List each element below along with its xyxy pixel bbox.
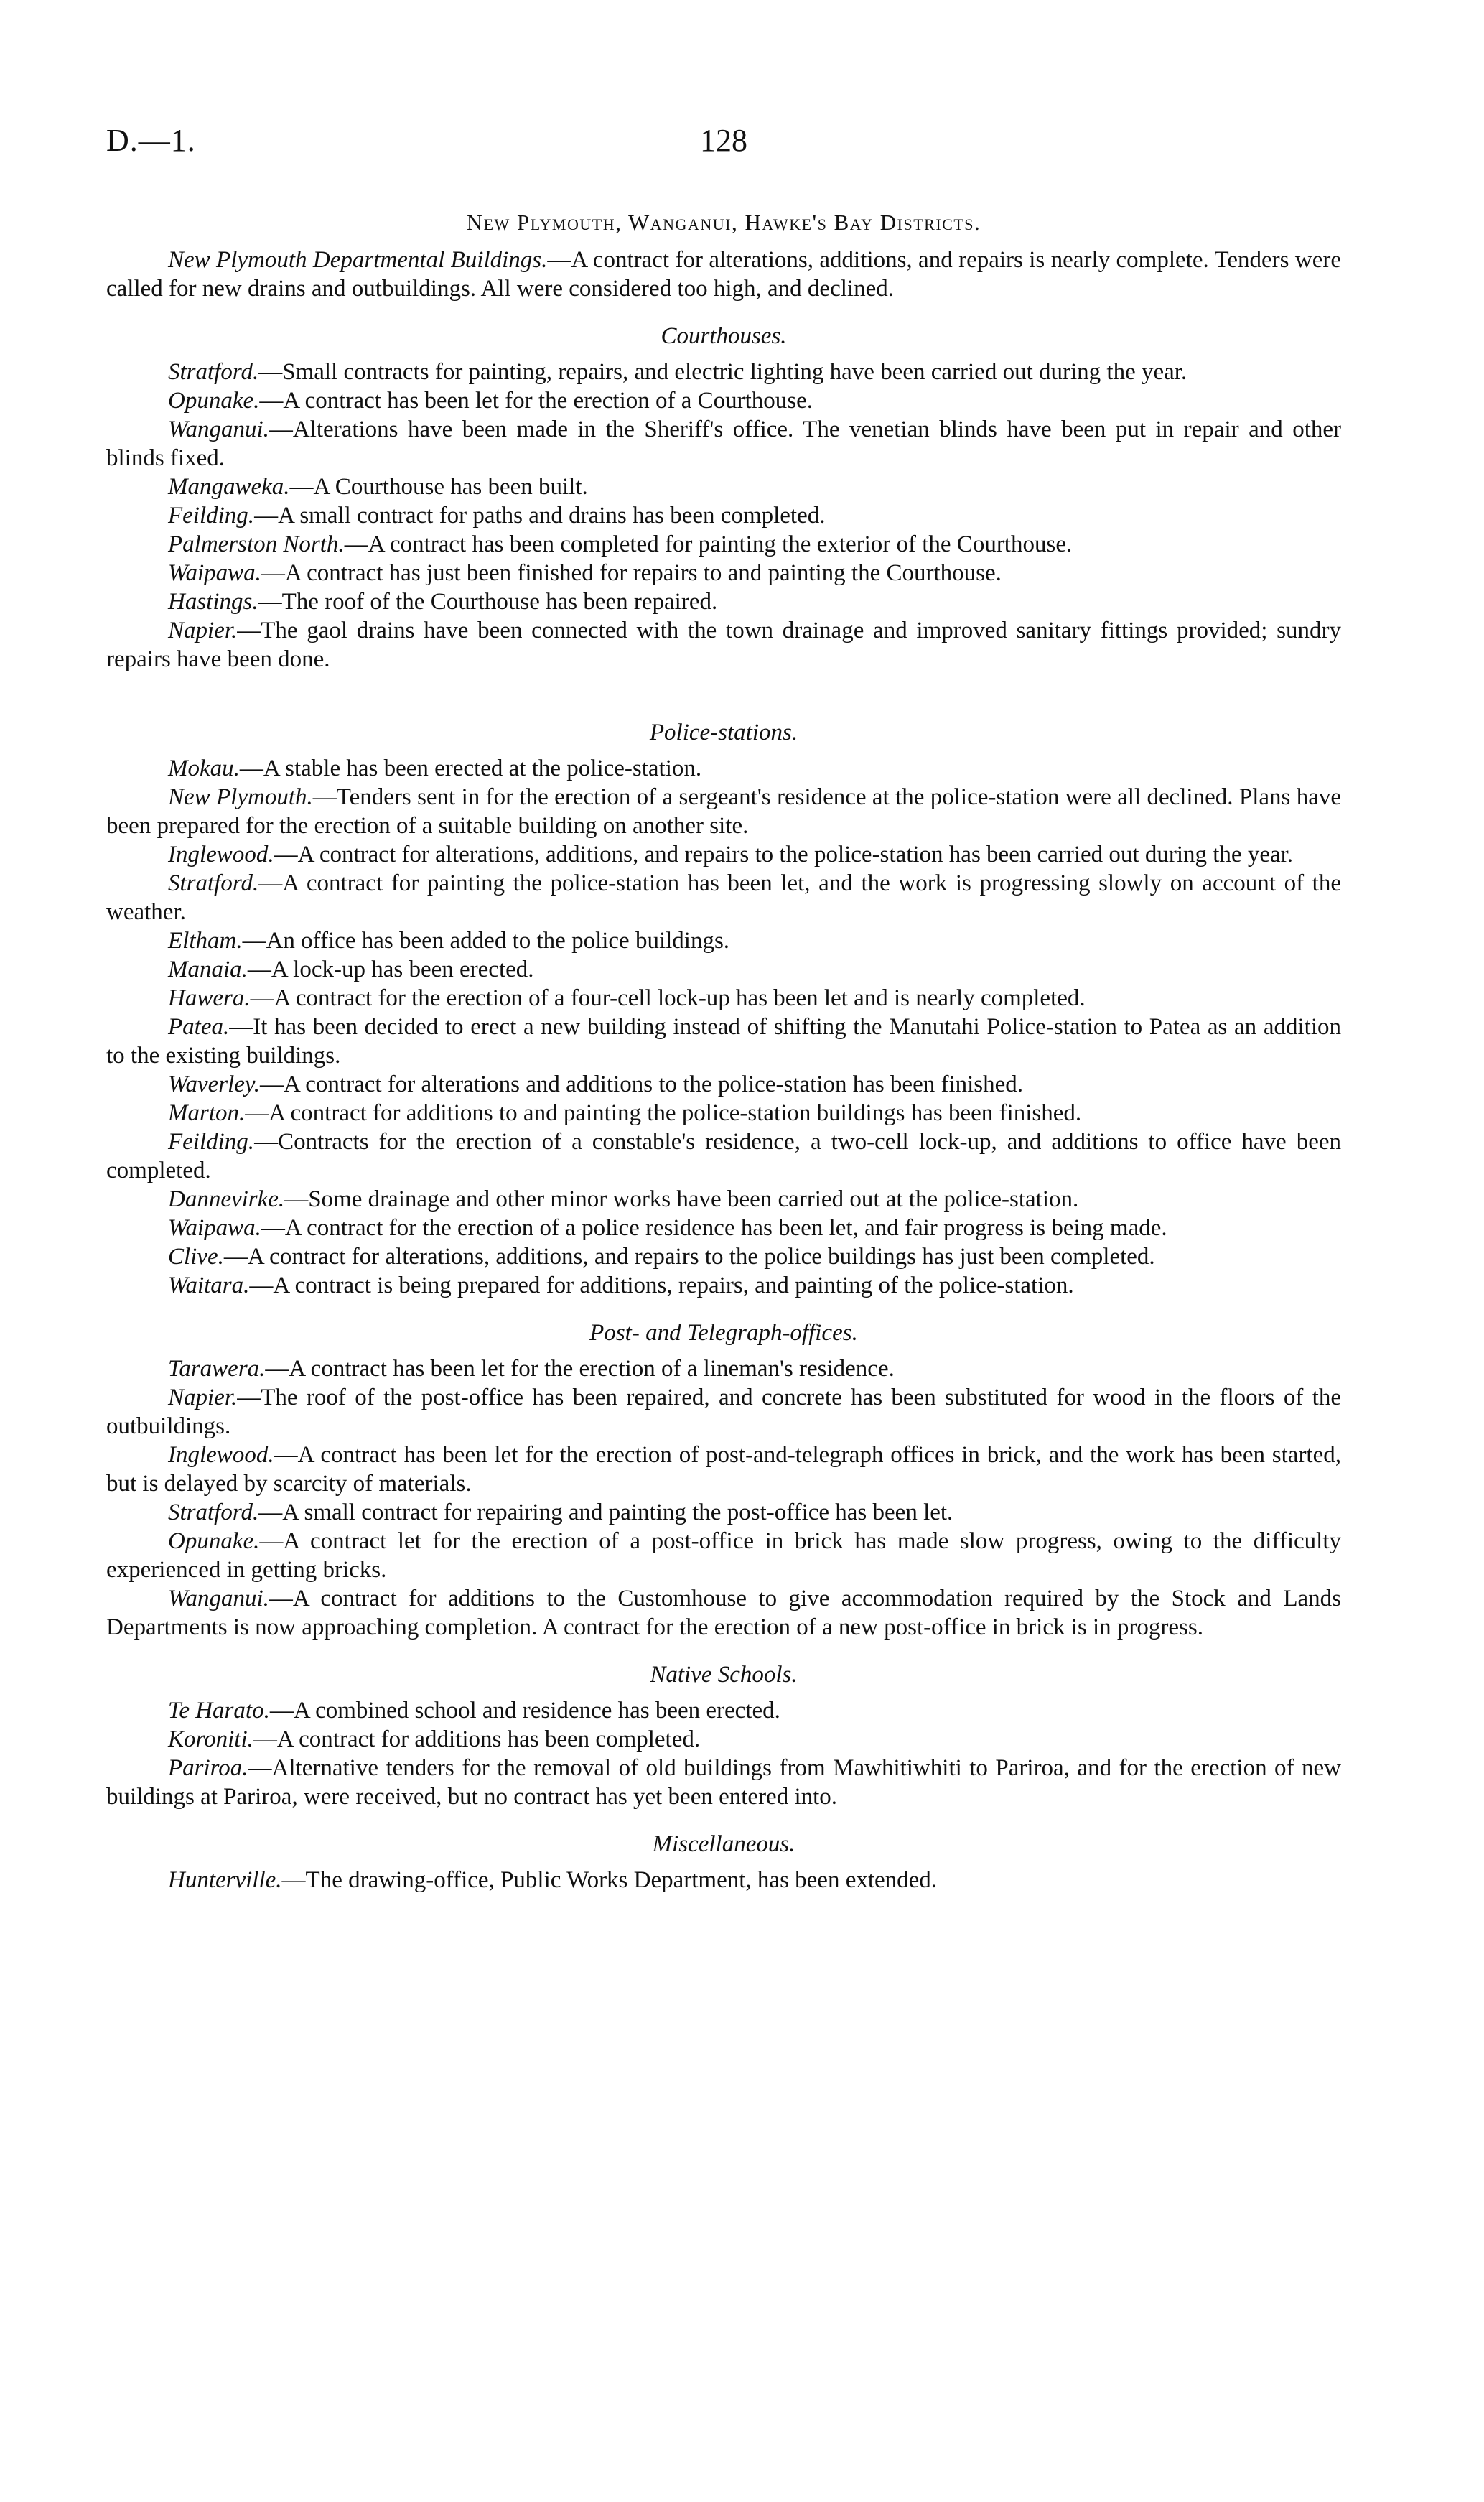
- place-name: Waipawa.: [168, 560, 261, 586]
- place-name: Waverley.: [168, 1071, 260, 1097]
- place-name: Wanganui.: [168, 1586, 269, 1612]
- entry-paragraph: [106, 1242, 1341, 1271]
- place-name: Eltham.: [168, 928, 243, 954]
- entry-paragraph: [106, 754, 1341, 783]
- entry-text: —A small contract for repairing and painting the post-office has been let.: [258, 1499, 953, 1525]
- place-name: Feilding.: [168, 503, 255, 529]
- entry-paragraph: [106, 415, 1341, 473]
- document-reference: D.—1.: [106, 123, 196, 158]
- entry-paragraph: [106, 1498, 1341, 1527]
- entry-paragraph: [106, 1013, 1341, 1070]
- place-name: Opunake.: [168, 388, 260, 414]
- entry-text: —A contract is being prepared for additions, repairs, and painting of the police-station.: [249, 1273, 1074, 1298]
- entry-paragraph: [106, 1271, 1341, 1300]
- place-name: Clive.: [168, 1244, 224, 1270]
- place-name: Mokau.: [168, 755, 240, 781]
- section-native-schools: [106, 1660, 1341, 1811]
- entry-text: —A contract for alterations, additions, and repairs is nearly complete. Tenders were called for new drains and outbuildings. All were considered too high, and declined.: [106, 247, 1341, 302]
- entry-text: —The roof of the post-office has been repaired, and concrete has been substituted for wood in the floors of the outbuildings.: [106, 1385, 1341, 1439]
- entry-text: —A contract for alterations, additions, and repairs to the police buildings has just been completed.: [223, 1244, 1155, 1270]
- entry-list: [106, 1696, 1341, 1811]
- entry-text: —An office has been added to the police buildings.: [242, 928, 730, 954]
- page-number: 128: [700, 123, 747, 158]
- entry-text: —A contract has been let for the erection of post-and-telegraph offices in brick, and the work has been started, but is delayed by scarcity of materials.: [106, 1442, 1341, 1497]
- entry-paragraph: [106, 1527, 1341, 1584]
- intro-paragraph: [106, 246, 1341, 303]
- entry-text: —A contract has been let for the erection of a Courthouse.: [259, 388, 813, 414]
- entry-paragraph: [106, 1099, 1341, 1127]
- entry-paragraph: [106, 616, 1341, 674]
- entry-text: —A stable has been erected at the police-station.: [239, 755, 702, 781]
- place-name: Te Harato.: [168, 1698, 270, 1724]
- entry-paragraph: [106, 501, 1341, 530]
- entry-text: —A contract for additions to and painting the police-station buildings has been finished.: [245, 1100, 1082, 1126]
- entry-paragraph: [106, 358, 1341, 386]
- entry-paragraph: [106, 1696, 1341, 1725]
- entry-paragraph: [106, 1866, 1341, 1894]
- entry-text: —A contract for alterations and additions to the police-station has been finished.: [260, 1071, 1024, 1097]
- place-name: Waitara.: [168, 1273, 250, 1298]
- entry-text: —A contract for the erection of a police residence has been let, and fair progress is being made.: [261, 1215, 1167, 1241]
- entry-text: —The gaol drains have been connected with the town drainage and improved sanitary fittings provided; sundry repairs have been done.: [106, 618, 1341, 672]
- section-courthouses: [106, 322, 1341, 674]
- entry-paragraph: [106, 1725, 1341, 1754]
- entry-paragraph: [106, 386, 1341, 415]
- section-post-telegraph-offices: [106, 1319, 1341, 1642]
- entry-list: [106, 754, 1341, 1300]
- entry-paragraph: [106, 1584, 1341, 1642]
- section-heading: Native Schools.: [650, 1662, 798, 1688]
- entry-list: [106, 1354, 1341, 1642]
- section-heading: Courthouses.: [661, 323, 787, 349]
- place-name: Patea.: [168, 1014, 230, 1040]
- entry-paragraph: [106, 530, 1341, 559]
- entry-paragraph: [106, 1185, 1341, 1214]
- entry-text: —A contract let for the erection of a post-office in brick has made slow progress, owing to the difficulty experienced in getting bricks.: [106, 1528, 1341, 1583]
- entry-paragraph: [106, 869, 1341, 926]
- place-name: Hunterville.: [168, 1867, 282, 1893]
- entry-paragraph: [106, 1127, 1341, 1185]
- place-name: Inglewood.: [168, 1442, 274, 1468]
- place-name: Stratford.: [168, 359, 259, 385]
- entry-paragraph: [106, 1441, 1341, 1498]
- place-name: Pariroa.: [168, 1755, 248, 1781]
- entry-paragraph: [106, 1754, 1341, 1811]
- entry-paragraph: [106, 1354, 1341, 1383]
- page-header: [106, 122, 1341, 165]
- entry-text: —A lock-up has been erected.: [247, 957, 534, 982]
- entry-text: —A contract for painting the police-station has been let, and the work is progressing slowly on account of the weather.: [106, 870, 1341, 925]
- entry-paragraph: [106, 926, 1341, 955]
- entry-text: —A Courthouse has been built.: [289, 474, 588, 500]
- place-name: Napier.: [168, 618, 238, 643]
- entry-list: [106, 358, 1341, 674]
- place-name: Tarawera.: [168, 1356, 266, 1382]
- district-title: New Plymouth, Wanganui, Hawke's Bay Districts.: [466, 210, 981, 235]
- entry-paragraph: [106, 587, 1341, 616]
- section-heading: Post- and Telegraph-offices.: [589, 1320, 858, 1346]
- place-name: Mangaweka.: [168, 474, 290, 500]
- entry-text: —Alternative tenders for the removal of old buildings from Mawhitiwhiti to Pariroa, and for the erection of new buildings at Pariroa, were received, but no contract has yet been entered into.: [106, 1755, 1341, 1810]
- entry-paragraph: [106, 840, 1341, 869]
- page-body: [106, 208, 1341, 1894]
- entry-text: —A contract for alterations, additions, and repairs to the police-station has been carried out during the year.: [274, 842, 1294, 868]
- section-miscellaneous: [106, 1830, 1341, 1894]
- entry-paragraph: [106, 473, 1341, 501]
- place-name: Koroniti.: [168, 1726, 253, 1752]
- place-name: Dannevirke.: [168, 1186, 285, 1212]
- place-name: Manaia.: [168, 957, 248, 982]
- entry-text: —Alterations have been made in the Sheriff's office. The venetian blinds have been put in repair and other blinds fixed.: [106, 417, 1341, 471]
- entry-list: [106, 1866, 1341, 1894]
- entry-text: —It has been decided to erect a new building instead of shifting the Manutahi Police-station to Patea as an addition to the existing buildings.: [106, 1014, 1341, 1069]
- entry-text: —A contract for additions has been completed.: [253, 1726, 701, 1752]
- entry-text: —A small contract for paths and drains has been completed.: [254, 503, 826, 529]
- entry-text: —A combined school and residence has been erected.: [269, 1698, 780, 1724]
- entry-text: —Some drainage and other minor works have been carried out at the police-station.: [284, 1186, 1079, 1212]
- place-name: Hastings.: [168, 589, 258, 615]
- entry-text: —A contract has just been finished for repairs to and painting the Courthouse.: [261, 560, 1002, 586]
- place-name: Hawera.: [168, 985, 251, 1011]
- place-name: Palmerston North.: [168, 531, 345, 557]
- place-name: New Plymouth Departmental Buildings.: [168, 247, 548, 273]
- entry-text: —Small contracts for painting, repairs, and electric lighting have been carried out during the year.: [258, 359, 1187, 385]
- place-name: Stratford.: [168, 870, 259, 896]
- place-name: Waipawa.: [168, 1215, 261, 1241]
- entry-text: —Contracts for the erection of a constable's residence, a two-cell lock-up, and additions to office have been completed.: [106, 1129, 1341, 1183]
- place-name: Napier.: [168, 1385, 238, 1410]
- entry-text: —The roof of the Courthouse has been repaired.: [258, 589, 718, 615]
- entry-paragraph: [106, 955, 1341, 984]
- entry-paragraph: [106, 1070, 1341, 1099]
- entry-text: —Tenders sent in for the erection of a sergeant's residence at the police-station were all declined. Plans have been prepared for the erection of a suitable building on another site.: [106, 784, 1341, 839]
- entry-paragraph: [106, 559, 1341, 587]
- place-name: Marton.: [168, 1100, 246, 1126]
- place-name: New Plymouth.: [168, 784, 313, 810]
- entry-paragraph: [106, 783, 1341, 840]
- section-police-stations: [106, 718, 1341, 1300]
- section-heading: Police-stations.: [649, 720, 798, 745]
- entry-text: —A contract has been completed for painting the exterior of the Courthouse.: [344, 531, 1073, 557]
- entry-paragraph: [106, 984, 1341, 1013]
- place-name: Inglewood.: [168, 842, 274, 868]
- entry-text: —A contract for additions to the Customhouse to give accommodation required by the Stock and Lands Departments is now approaching completion. A contract for the erection of a new post-office in brick is in progress.: [106, 1586, 1341, 1640]
- entry-text: —A contract has been let for the erection of a lineman's residence.: [265, 1356, 895, 1382]
- place-name: Opunake.: [168, 1528, 260, 1554]
- entry-text: —A contract for the erection of a four-cell lock-up has been let and is nearly completed.: [250, 985, 1086, 1011]
- place-name: Stratford.: [168, 1499, 259, 1525]
- entry-paragraph: [106, 1383, 1341, 1441]
- place-name: Feilding.: [168, 1129, 255, 1155]
- place-name: Wanganui.: [168, 417, 269, 442]
- entry-paragraph: [106, 1214, 1341, 1242]
- entry-text: —The drawing-office, Public Works Department, has been extended.: [281, 1867, 938, 1893]
- section-heading: Miscellaneous.: [652, 1831, 795, 1857]
